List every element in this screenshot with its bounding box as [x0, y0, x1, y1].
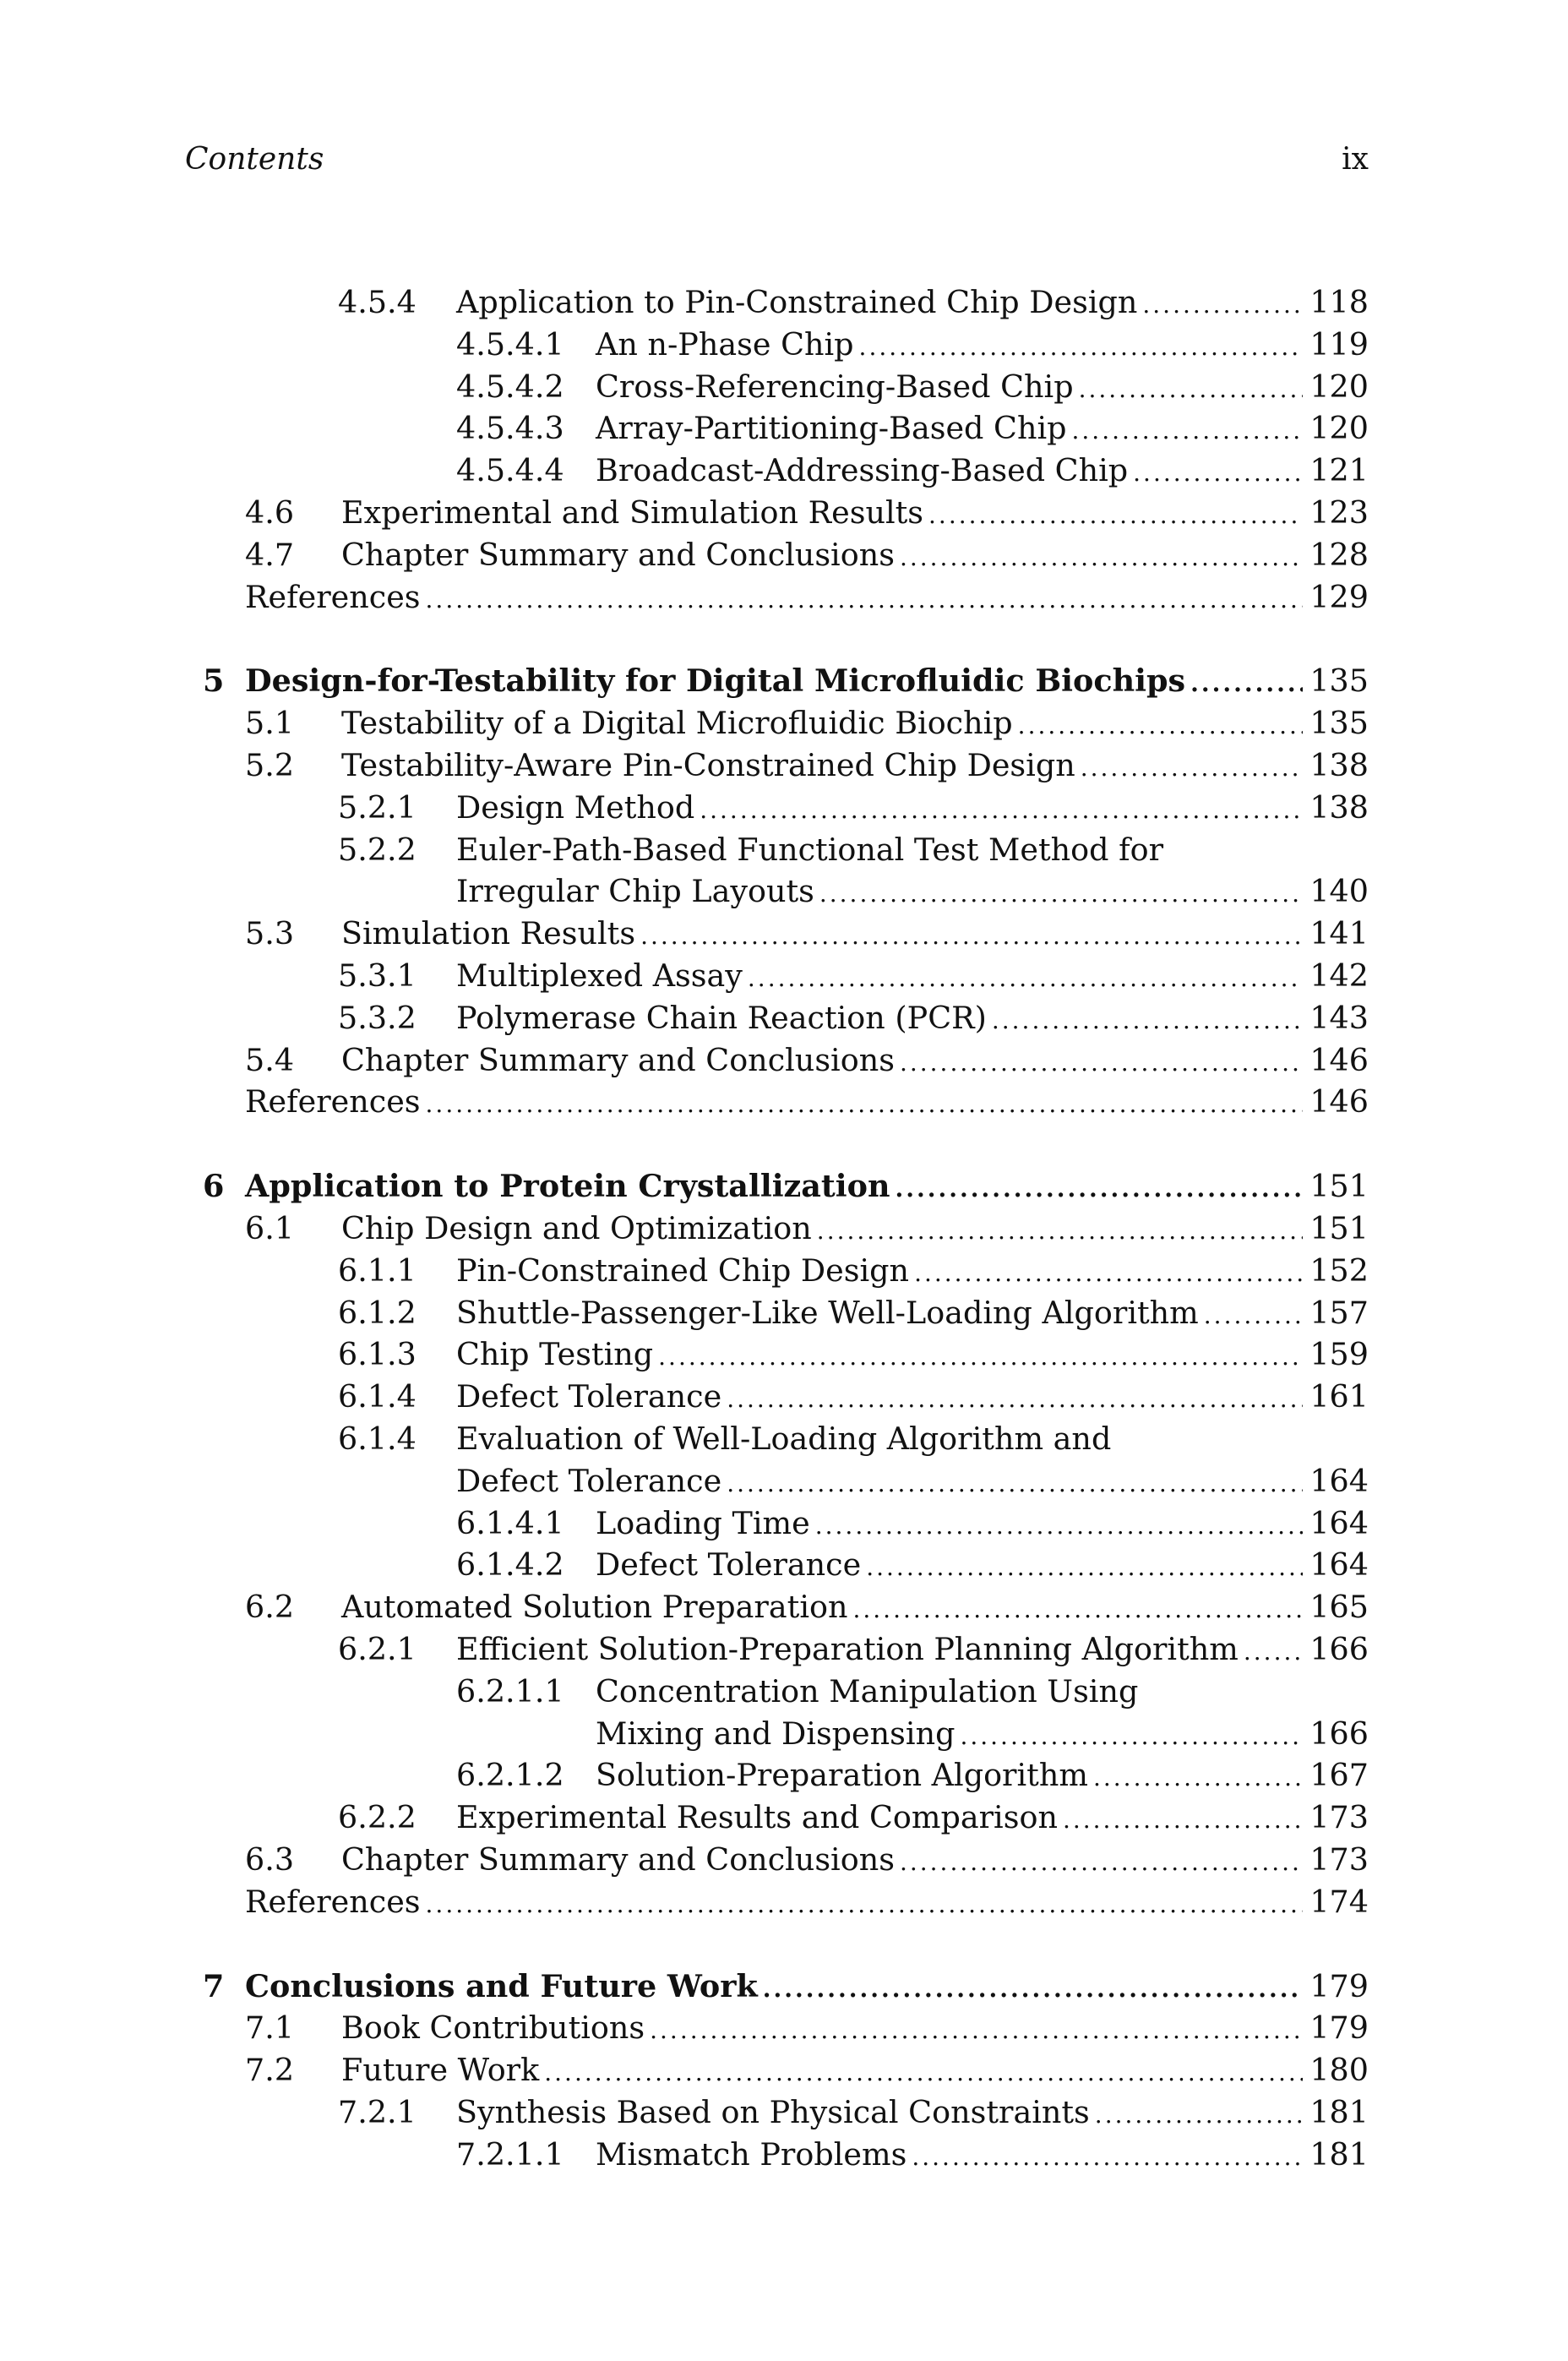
entry-line — [456, 1250, 1369, 1295]
dot-leader — [819, 873, 1303, 915]
entry-line — [245, 1966, 1369, 2010]
entry-line — [456, 955, 1369, 1000]
entry-title: References — [245, 1883, 421, 1920]
toc-entry — [0, 1754, 1568, 1797]
entry-title: Multiplexed Assay — [456, 957, 743, 994]
entry-page-number: 166 — [1309, 1631, 1369, 1667]
entry-page-number: 120 — [1309, 368, 1369, 405]
entry-title: Pin-Constrained Chip Design — [456, 1251, 910, 1289]
entry-line — [456, 1460, 1369, 1505]
entry-title: Book Contributions — [341, 2009, 645, 2047]
dot-leader — [650, 2009, 1303, 2052]
entry-number: 4.7 — [245, 536, 295, 573]
entry-line — [341, 1039, 1369, 1084]
dot-leader — [817, 1210, 1304, 1252]
entry-number: 6.3 — [245, 1841, 295, 1878]
entry-title: Mismatch Problems — [596, 2135, 907, 2173]
entry-page-number: 142 — [1309, 957, 1369, 994]
entry-title: Broadcast-Addressing-Based Chip — [596, 452, 1129, 489]
toc-entry — [0, 955, 1568, 997]
entry-number: 6.2 — [245, 1589, 295, 1626]
toc-entry — [0, 1671, 1568, 1713]
entry-line — [596, 366, 1369, 411]
dot-leader — [992, 1000, 1303, 1042]
entry-number: 7.2.1.1 — [456, 2135, 564, 2173]
entry-title: Shuttle-Passenger-Like Well-Loading Algorithm — [456, 1294, 1199, 1331]
entry-line — [456, 787, 1369, 832]
dot-leader — [727, 1378, 1303, 1420]
entry-title: Chip Testing — [456, 1336, 654, 1373]
entry-title: Conclusions and Future Work — [245, 1967, 758, 2004]
entry-line — [245, 576, 1369, 621]
dot-leader — [914, 1252, 1303, 1295]
entry-line — [596, 1502, 1369, 1547]
entry-number: 7.1 — [245, 2009, 295, 2047]
entry-number: 6 — [203, 1168, 225, 1205]
dot-leader — [852, 1589, 1303, 1631]
dot-leader — [1063, 1799, 1303, 1841]
entry-page-number: 179 — [1309, 1967, 1369, 2004]
entry-line — [341, 492, 1369, 537]
dot-leader — [727, 1463, 1303, 1505]
entry-title: Design-for-Testability for Digital Microfluidic Biochips — [245, 662, 1186, 700]
entry-page-number: 151 — [1309, 1210, 1369, 1246]
entry-title: Polymerase Chain Reaction (PCR) — [456, 999, 987, 1036]
entry-title: Application to Pin-Constrained Chip Design — [456, 284, 1138, 320]
entry-title: Efficient Solution-Preparation Planning Algorithm — [456, 1631, 1239, 1667]
entry-title: Chip Design and Optimization — [341, 1210, 812, 1246]
entry-page-number: 164 — [1309, 1462, 1369, 1499]
toc-entry — [0, 870, 1568, 913]
dot-leader — [1142, 284, 1303, 326]
entry-line — [596, 450, 1369, 494]
entry-title: Experimental Results and Comparison — [456, 1799, 1058, 1836]
entry-number: 5.3 — [245, 915, 295, 952]
entry-number: 4.5.4.1 — [456, 325, 564, 363]
entry-number: 4.5.4 — [338, 284, 416, 320]
entry-line — [456, 1292, 1369, 1337]
toc-entry — [0, 1586, 1568, 1628]
entry-line — [596, 324, 1369, 368]
dot-leader — [700, 789, 1303, 832]
dot-leader — [426, 579, 1304, 621]
entry-page-number: 179 — [1309, 2009, 1369, 2047]
dot-leader — [1018, 705, 1304, 747]
dot-leader — [544, 2052, 1303, 2094]
entry-page-number: 123 — [1309, 494, 1369, 531]
dot-leader — [426, 1884, 1304, 1926]
dot-leader — [1190, 662, 1303, 705]
entry-page-number: 146 — [1309, 1041, 1369, 1078]
dot-leader — [763, 1968, 1304, 2010]
entry-title: Evaluation of Well-Loading Algorithm and — [456, 1420, 1112, 1457]
dot-leader — [1081, 747, 1304, 789]
dot-leader — [1079, 368, 1304, 411]
entry-page-number: 181 — [1309, 2094, 1369, 2130]
entry-number: 6.1.4.1 — [456, 1504, 564, 1541]
page-number: ix — [1342, 142, 1369, 177]
entry-page-number: 143 — [1309, 999, 1369, 1036]
entry-line — [341, 1208, 1369, 1252]
toc-entry — [0, 281, 1568, 324]
entry-page-number: 165 — [1309, 1589, 1369, 1626]
entry-line — [596, 1544, 1369, 1589]
entry-page-number: 166 — [1309, 1715, 1369, 1752]
entry-line — [456, 1418, 1369, 1460]
entry-page-number: 152 — [1309, 1251, 1369, 1289]
entry-number: 6.2.1.2 — [456, 1757, 564, 1794]
entry-page-number: 146 — [1309, 1083, 1369, 1121]
entry-number: 7.2.1 — [338, 2094, 416, 2130]
entry-line — [456, 870, 1369, 915]
entry-page-number: 181 — [1309, 2135, 1369, 2173]
toc-entry — [0, 407, 1568, 450]
entry-page-number: 128 — [1309, 536, 1369, 573]
entry-number: 5.3.2 — [338, 999, 416, 1036]
entry-title: Defect Tolerance — [596, 1546, 862, 1584]
entry-title: References — [245, 1083, 421, 1121]
entry-title: Cross-Referencing-Based Chip — [596, 368, 1074, 405]
entry-line — [596, 1754, 1369, 1799]
dot-leader — [1072, 410, 1304, 452]
entry-title: Chapter Summary and Conclusions — [341, 1841, 895, 1878]
entry-number: 7 — [203, 1967, 225, 2004]
entry-page-number: 173 — [1309, 1799, 1369, 1836]
entry-number: 6.1.1 — [338, 1251, 416, 1289]
entry-title: Future Work — [341, 2052, 540, 2089]
entry-number: 4.6 — [245, 494, 295, 531]
dot-leader — [859, 326, 1304, 368]
entry-number: 6.2.1.1 — [456, 1672, 564, 1709]
dot-leader — [900, 1841, 1303, 1884]
entry-page-number: 121 — [1309, 452, 1369, 489]
toc-entry — [0, 744, 1568, 787]
entry-title: Defect Tolerance — [456, 1462, 722, 1499]
toc-entry — [0, 1165, 1568, 1208]
toc-entry — [0, 1460, 1568, 1502]
entry-line — [456, 2091, 1369, 2136]
entry-page-number: 138 — [1309, 788, 1369, 826]
toc-entry — [0, 2134, 1568, 2176]
entry-page-number: 120 — [1309, 410, 1369, 447]
entry-title: Application to Protein Crystallization — [245, 1168, 890, 1205]
entry-title: Concentration Manipulation Using — [596, 1672, 1139, 1709]
entry-line — [596, 1713, 1369, 1758]
entry-title: Loading Time — [596, 1504, 810, 1541]
entry-page-number: 129 — [1309, 578, 1369, 615]
entry-number: 6.2.2 — [338, 1799, 416, 1836]
toc-entry — [0, 829, 1568, 871]
dot-leader — [426, 1083, 1304, 1126]
entry-title: Chapter Summary and Conclusions — [341, 1041, 895, 1078]
toc-entry — [0, 787, 1568, 829]
entry-line — [596, 1671, 1369, 1713]
entry-title: Chapter Summary and Conclusions — [341, 536, 895, 573]
entry-title: Irregular Chip Layouts — [456, 873, 814, 910]
entry-line — [456, 1797, 1369, 1841]
entry-line — [341, 1839, 1369, 1884]
toc-entry — [0, 1544, 1568, 1586]
toc-entry — [0, 1292, 1568, 1334]
toc-entry — [0, 324, 1568, 366]
entry-title: Design Method — [456, 788, 695, 826]
entry-line — [456, 1628, 1369, 1673]
page-header — [185, 142, 1369, 193]
dot-leader — [1133, 452, 1303, 494]
entry-page-number: 135 — [1309, 705, 1369, 742]
entry-title: Solution-Preparation Algorithm — [596, 1757, 1088, 1794]
entry-line — [341, 744, 1369, 789]
entry-line — [245, 1165, 1369, 1210]
dot-leader — [1244, 1631, 1303, 1673]
entry-number: 5.2.2 — [338, 831, 416, 868]
entry-line — [456, 281, 1369, 326]
entry-line — [245, 660, 1369, 705]
entry-number: 5.1 — [245, 705, 295, 742]
entry-title: Testability of a Digital Microfluidic Biochip — [341, 705, 1013, 742]
toc-entry — [0, 1881, 1568, 1923]
toc-entry — [0, 1250, 1568, 1292]
entry-page-number: 118 — [1309, 284, 1369, 320]
toc-entry — [0, 1376, 1568, 1418]
toc-entry — [0, 1839, 1568, 1881]
toc-entry — [0, 492, 1568, 534]
entry-line — [456, 829, 1369, 871]
entry-line — [341, 2049, 1369, 2094]
toc-entry — [0, 660, 1568, 702]
toc-entry — [0, 534, 1568, 576]
entry-number: 5.3.1 — [338, 957, 416, 994]
dot-leader — [1095, 2094, 1304, 2136]
toc-entry — [0, 913, 1568, 955]
entry-page-number: 164 — [1309, 1504, 1369, 1541]
entry-line — [456, 1333, 1369, 1378]
entry-title: Automated Solution Preparation — [341, 1589, 848, 1626]
dot-leader — [900, 1042, 1303, 1084]
toc-entry — [0, 997, 1568, 1039]
entry-page-number: 161 — [1309, 1378, 1369, 1415]
entry-page-number: 119 — [1309, 325, 1369, 363]
entry-title: Array-Partitioning-Based Chip — [596, 410, 1067, 447]
dot-leader — [900, 537, 1303, 579]
entry-page-number: 159 — [1309, 1336, 1369, 1373]
entry-page-number: 173 — [1309, 1841, 1369, 1878]
entry-number: 7.2 — [245, 2052, 295, 2089]
entry-number: 4.5.4.2 — [456, 368, 564, 405]
toc-entry — [0, 702, 1568, 744]
entry-title: Euler-Path-Based Functional Test Method for — [456, 831, 1164, 868]
entry-number: 6.2.1 — [338, 1631, 416, 1667]
entry-page-number: 151 — [1309, 1168, 1369, 1205]
toc-entry — [0, 1628, 1568, 1671]
dot-leader — [912, 2136, 1303, 2178]
entry-page-number: 135 — [1309, 662, 1369, 700]
entry-number: 6.1.3 — [338, 1336, 416, 1373]
dot-leader — [748, 957, 1303, 1000]
entry-page-number: 164 — [1309, 1546, 1369, 1584]
entry-line — [341, 534, 1369, 579]
entry-title: Testability-Aware Pin-Constrained Chip Design — [341, 747, 1075, 783]
entry-line — [596, 2134, 1369, 2178]
entry-page-number: 141 — [1309, 915, 1369, 952]
entry-line — [341, 702, 1369, 747]
dot-leader — [640, 915, 1303, 957]
entry-title: Experimental and Simulation Results — [341, 494, 924, 531]
entry-number: 4.5.4.3 — [456, 410, 564, 447]
entry-number: 6.1.4.2 — [456, 1546, 564, 1584]
dot-leader — [960, 1715, 1303, 1758]
entry-line — [341, 913, 1369, 957]
entry-line — [596, 407, 1369, 452]
entry-number: 5.4 — [245, 1041, 295, 1078]
toc-entry — [0, 1418, 1568, 1460]
dot-leader — [815, 1505, 1304, 1547]
toc-entry — [0, 1039, 1568, 1082]
entry-page-number: 167 — [1309, 1757, 1369, 1794]
entry-title: Defect Tolerance — [456, 1378, 722, 1415]
toc-entry — [0, 2049, 1568, 2091]
toc-entry — [0, 450, 1568, 492]
entry-title: An n-Phase Chip — [596, 325, 854, 363]
entry-line — [245, 1081, 1369, 1126]
dot-leader — [658, 1336, 1303, 1378]
entry-number: 4.5.4.4 — [456, 452, 564, 489]
dot-leader — [866, 1546, 1303, 1589]
toc-entry — [0, 1208, 1568, 1250]
entry-page-number: 157 — [1309, 1294, 1369, 1331]
entry-number: 6.1.4 — [338, 1420, 416, 1457]
entry-number: 6.1 — [245, 1210, 295, 1246]
toc-entry — [0, 1797, 1568, 1839]
toc-entry — [0, 1333, 1568, 1376]
toc-entry — [0, 2091, 1568, 2134]
entry-title: Synthesis Based on Physical Constraints — [456, 2094, 1090, 2130]
entry-number: 6.1.4 — [338, 1378, 416, 1415]
entry-number: 5.2 — [245, 747, 295, 783]
toc-entry — [0, 1081, 1568, 1123]
entry-title: Mixing and Dispensing — [596, 1715, 956, 1752]
dot-leader — [1093, 1757, 1303, 1799]
entry-number: 5.2.1 — [338, 788, 416, 826]
entry-title: Simulation Results — [341, 915, 636, 952]
toc-entry — [0, 1502, 1568, 1545]
toc-entry — [0, 576, 1568, 619]
running-title: Contents — [185, 142, 324, 177]
toc-entry — [0, 1966, 1568, 2008]
toc-entry — [0, 2007, 1568, 2049]
entry-page-number: 138 — [1309, 747, 1369, 783]
entry-line — [341, 1586, 1369, 1631]
entry-line — [341, 2007, 1369, 2052]
entry-title: References — [245, 578, 421, 615]
dot-leader — [1204, 1295, 1304, 1337]
entry-number: 6.1.2 — [338, 1294, 416, 1331]
entry-page-number: 180 — [1309, 2052, 1369, 2089]
entry-page-number: 174 — [1309, 1883, 1369, 1920]
entry-line — [456, 1376, 1369, 1420]
entry-line — [456, 997, 1369, 1042]
toc-entry — [0, 1713, 1568, 1755]
entry-number: 5 — [203, 662, 225, 700]
entry-page-number: 140 — [1309, 873, 1369, 910]
dot-leader — [928, 494, 1303, 537]
toc-entry — [0, 366, 1568, 408]
entry-line — [245, 1881, 1369, 1926]
dot-leader — [896, 1168, 1304, 1210]
